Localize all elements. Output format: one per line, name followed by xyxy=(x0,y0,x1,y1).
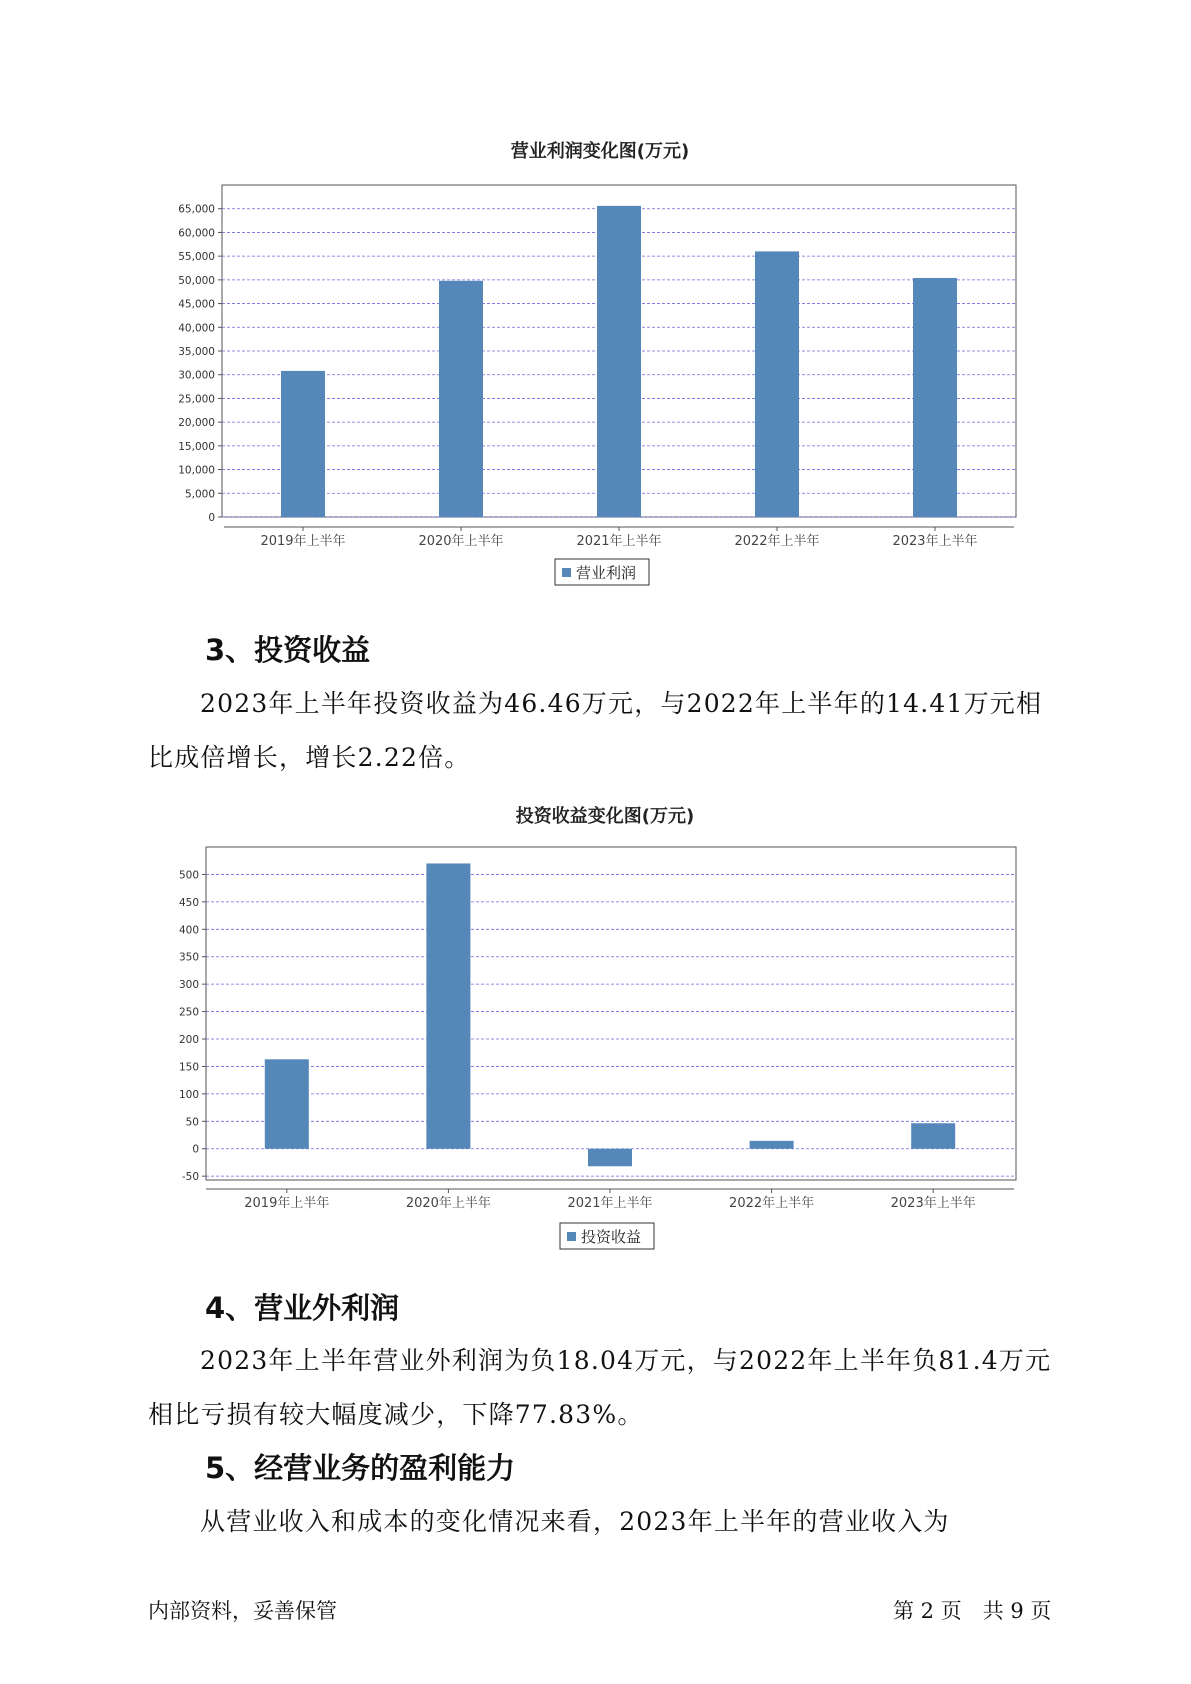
legend-label: 投资收益 xyxy=(581,1228,642,1246)
bar xyxy=(426,863,470,1148)
x-tick-label: 2019年上半年 xyxy=(260,534,346,549)
y-tick-label: 200 xyxy=(178,1034,199,1047)
y-tick-label: 45,000 xyxy=(178,298,215,311)
y-tick-label: 40,000 xyxy=(178,322,215,335)
chart-title: 投资收益变化图(万元) xyxy=(515,806,695,827)
section-5-paragraph: 从营业收入和成本的变化情况来看，2023年上半年的营业收入为 xyxy=(200,1507,950,1536)
y-tick-label: 20,000 xyxy=(178,417,215,430)
y-tick-label: 50,000 xyxy=(178,274,215,287)
y-tick-label: 100 xyxy=(178,1088,199,1101)
y-tick-label: 400 xyxy=(178,924,199,937)
y-tick-label: 5,000 xyxy=(184,488,215,501)
y-tick-label: 500 xyxy=(178,869,199,882)
bar xyxy=(265,1059,309,1148)
section-5-heading: 5、经营业务的盈利能力 xyxy=(205,1451,516,1485)
x-tick-label: 2020年上半年 xyxy=(418,534,504,549)
y-tick-label: 0 xyxy=(192,1143,199,1156)
investment-income-chart xyxy=(0,795,1191,1255)
x-tick-label: 2022年上半年 xyxy=(729,1196,815,1211)
section-3-heading: 3、投资收益 xyxy=(205,633,371,667)
y-tick-label: 30,000 xyxy=(178,369,215,382)
bar xyxy=(750,1141,794,1149)
bar xyxy=(588,1149,632,1167)
y-tick-label: 150 xyxy=(178,1061,199,1074)
y-tick-label: 300 xyxy=(178,979,199,992)
operating-profit-chart xyxy=(0,130,1191,600)
y-tick-label: 25,000 xyxy=(178,393,215,406)
x-tick-label: 2023年上半年 xyxy=(890,1196,976,1211)
section-4-heading: 4、营业外利润 xyxy=(205,1291,400,1325)
y-tick-label: 55,000 xyxy=(178,251,215,264)
x-tick-label: 2023年上半年 xyxy=(892,534,978,549)
bar xyxy=(755,251,799,517)
legend-swatch xyxy=(562,568,571,577)
x-tick-label: 2021年上半年 xyxy=(567,1196,653,1211)
section-4-paragraph: 2023年上半年营业外利润为负18.04万元，与2022年上半年负81.4万元相比亏损有较大幅度减少，下降77.83%。 xyxy=(148,1346,1052,1429)
y-tick-label: 250 xyxy=(178,1006,199,1019)
y-tick-label: 10,000 xyxy=(178,464,215,477)
y-tick-label: 350 xyxy=(178,951,199,964)
x-tick-label: 2019年上半年 xyxy=(244,1196,330,1211)
footer-page-number: 第 2 页 共 9 页 xyxy=(893,1599,1052,1623)
y-tick-label: 450 xyxy=(178,896,199,909)
x-tick-label: 2021年上半年 xyxy=(576,534,662,549)
y-tick-label: 65,000 xyxy=(178,203,215,216)
bar xyxy=(281,371,325,517)
y-tick-label: 50 xyxy=(185,1116,199,1129)
legend-swatch xyxy=(567,1232,576,1241)
chart-title: 营业利润变化图(万元) xyxy=(510,141,690,162)
x-tick-label: 2020年上半年 xyxy=(405,1196,491,1211)
y-tick-label: 0 xyxy=(208,512,215,524)
y-tick-label: 35,000 xyxy=(178,346,215,358)
bar xyxy=(439,281,483,517)
bar xyxy=(597,206,641,517)
plot-area xyxy=(206,847,1016,1180)
bar xyxy=(913,278,957,517)
section-3-paragraph: 2023年上半年投资收益为46.46万元，与2022年上半年的14.41万元相比成倍增长，增长2.22倍。 xyxy=(148,689,1043,772)
legend-label: 营业利润 xyxy=(576,564,637,582)
footer-left: 内部资料，妥善保管 xyxy=(148,1599,337,1623)
y-tick-label: 15,000 xyxy=(178,440,215,453)
x-tick-label: 2022年上半年 xyxy=(734,534,820,549)
y-tick-label: 60,000 xyxy=(178,227,215,240)
y-tick-label: -50 xyxy=(181,1171,199,1184)
bar xyxy=(911,1123,955,1148)
